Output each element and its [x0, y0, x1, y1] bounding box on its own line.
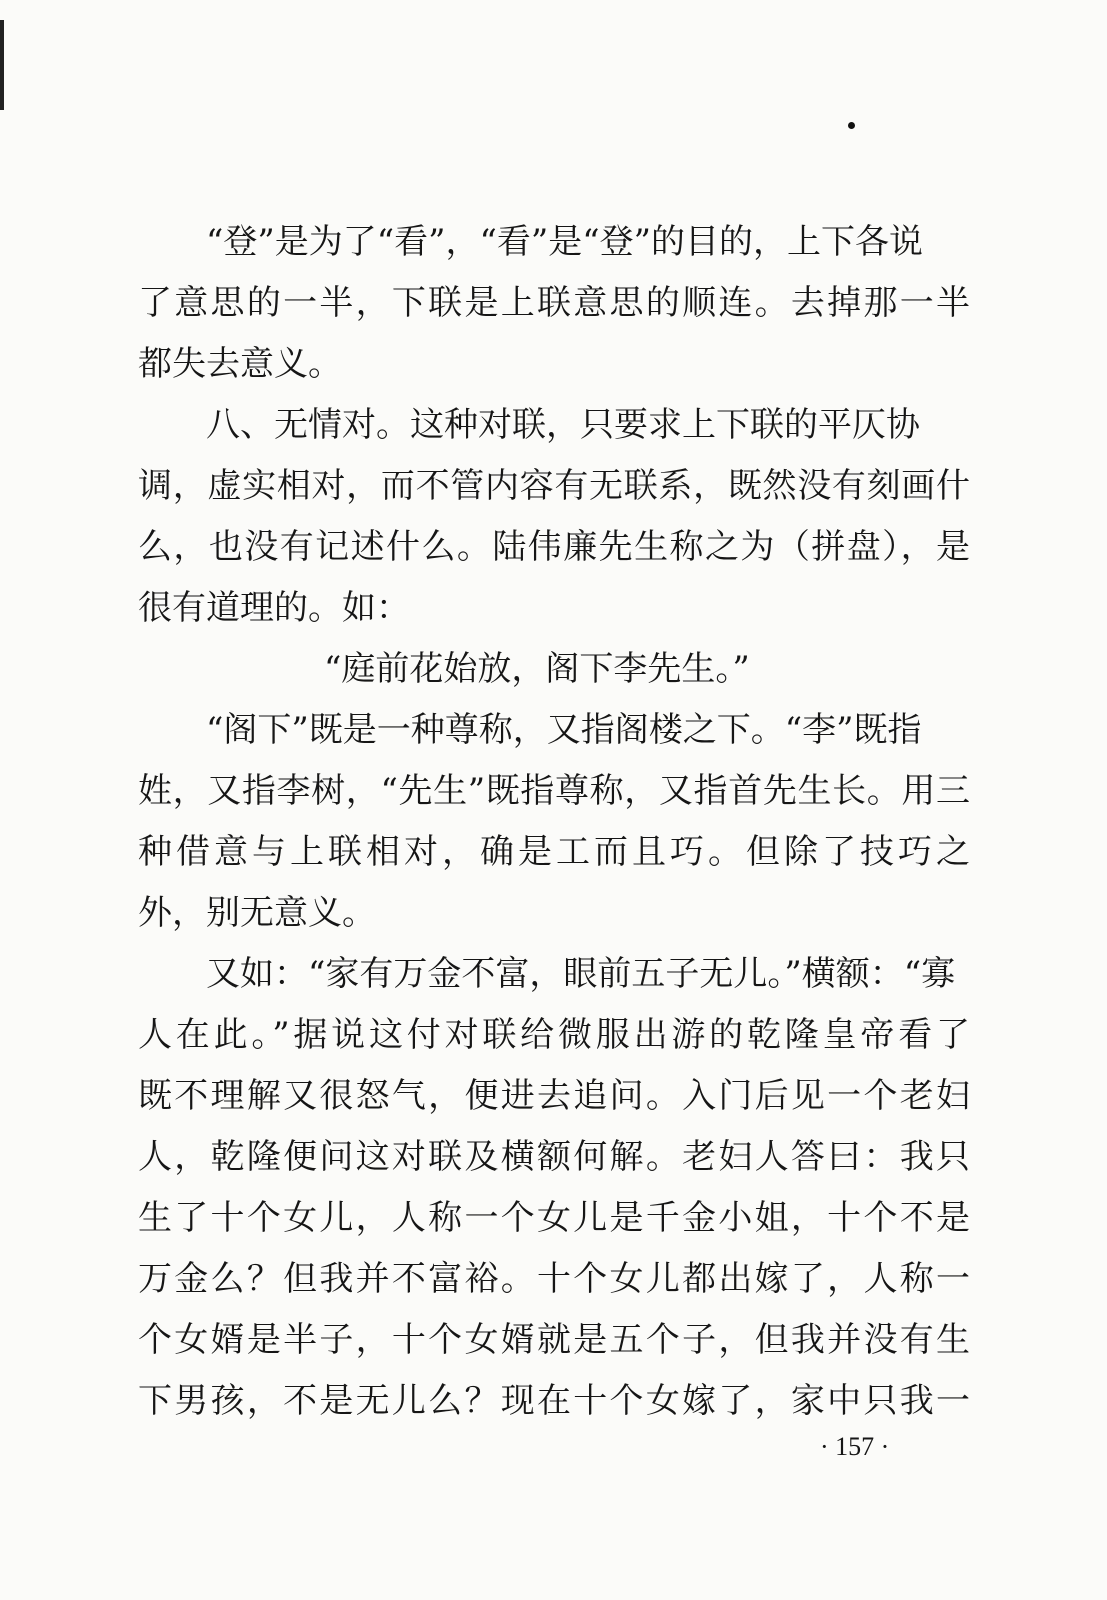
- text-line: 既不理解又很怒气，便进去追问。入门后见一个老妇: [138, 1076, 970, 1116]
- text-line: “登”是为了“看”，“看”是“登”的目的，上下各说: [206, 222, 924, 262]
- text-line: 人在此。”据说这付对联给微服出游的乾隆皇帝看了: [138, 1015, 970, 1055]
- text-line: 种借意与上联相对，确是工而且巧。但除了技巧之: [138, 832, 970, 872]
- text-line: 八、无情对。这种对联，只要求上下联的平仄协: [206, 405, 920, 445]
- text-line: 外，别无意义。: [138, 893, 376, 933]
- text-line: 很有道理的。如：: [138, 588, 410, 628]
- text-line: 调，虚实相对，而不管内容有无联系，既然没有刻画什: [138, 466, 970, 506]
- body-text: [138, 212, 970, 1432]
- scan-dot-mark: [848, 122, 855, 129]
- text-line: 了意思的一半，下联是上联意思的顺连。去掉那一半: [138, 283, 970, 323]
- scan-edge-mark: [0, 20, 4, 110]
- text-line: 个女婿是半子，十个女婿就是五个子，但我并没有生: [138, 1320, 970, 1360]
- text-line: 下男孩，不是无儿么？现在十个女嫁了，家中只我一: [138, 1381, 970, 1421]
- text-line: 姓，又指李树，“先生”既指尊称，又指首先生长。用三: [138, 771, 970, 811]
- page-number: · 157 ·: [820, 1432, 890, 1461]
- text-line: 万金么？但我并不富裕。十个女儿都出嫁了，人称一: [138, 1259, 970, 1299]
- text-line: 人，乾隆便问这对联及横额何解。老妇人答曰：我只: [138, 1137, 970, 1177]
- quoted-couplet: “庭前花始放，阁下李先生。”: [324, 649, 750, 689]
- text-line: 么，也没有记述什么。陆伟廉先生称之为（拼盘），是: [138, 527, 970, 567]
- text-line: 生了十个女儿，人称一个女儿是千金小姐，十个不是: [138, 1198, 970, 1238]
- text-line: “阁下”既是一种尊称，又指阁楼之下。“李”既指: [206, 710, 922, 750]
- text-line: 又如：“家有万金不富，眼前五子无儿。”横额：“寡: [206, 954, 956, 994]
- text-line: 都失去意义。: [138, 344, 342, 384]
